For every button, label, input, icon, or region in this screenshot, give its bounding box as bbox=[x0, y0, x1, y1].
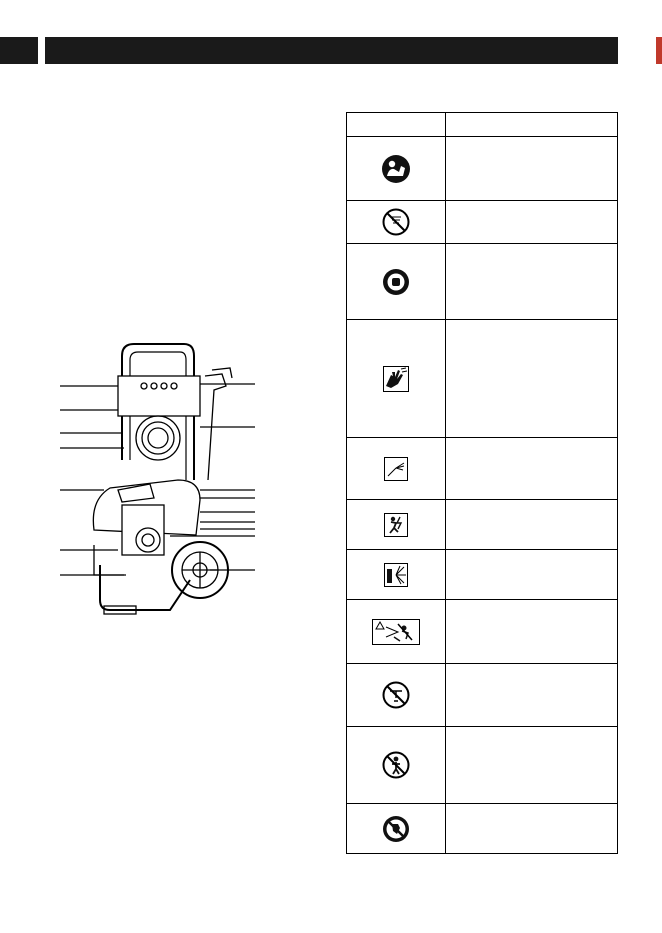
electric-shock-icon bbox=[347, 500, 445, 549]
edge-mark bbox=[656, 37, 662, 64]
no-drinking-water-connection-icon bbox=[347, 664, 445, 726]
spray-hazard-icon bbox=[347, 438, 445, 499]
high-pressure-injection-hand-icon bbox=[347, 320, 445, 437]
row-description bbox=[446, 664, 617, 726]
no-spraying-electrical-icon bbox=[347, 804, 445, 854]
do-not-spray-people-animals-icon bbox=[347, 600, 445, 663]
symbol-table-header bbox=[347, 113, 617, 137]
row-description bbox=[446, 804, 617, 854]
row-description bbox=[446, 438, 617, 499]
explosion-hazard-icon bbox=[347, 550, 445, 599]
row-description bbox=[446, 138, 617, 200]
no-spraying-persons-icon bbox=[347, 727, 445, 803]
table-row bbox=[347, 244, 617, 320]
row-description bbox=[446, 600, 617, 663]
row-description bbox=[446, 201, 617, 243]
table-row bbox=[347, 320, 617, 438]
no-rain-exposure-icon bbox=[347, 201, 445, 243]
symbol-table bbox=[346, 112, 618, 854]
header-tab bbox=[0, 37, 38, 64]
read-manual-icon bbox=[347, 138, 445, 200]
table-row bbox=[347, 438, 617, 500]
pressure-washer-illustration bbox=[0, 330, 300, 630]
row-description bbox=[446, 244, 617, 319]
table-row bbox=[347, 804, 617, 854]
table-row bbox=[347, 138, 617, 201]
row-description bbox=[446, 500, 617, 549]
table-row bbox=[347, 600, 617, 664]
row-description bbox=[446, 727, 617, 803]
table-row bbox=[347, 201, 617, 244]
table-row bbox=[347, 727, 617, 804]
table-row bbox=[347, 550, 617, 600]
row-description bbox=[446, 550, 617, 599]
table-row bbox=[347, 664, 617, 727]
row-description bbox=[446, 320, 617, 437]
wear-ear-protection-icon bbox=[347, 244, 445, 319]
header-bar bbox=[45, 37, 618, 64]
table-row bbox=[347, 500, 617, 550]
